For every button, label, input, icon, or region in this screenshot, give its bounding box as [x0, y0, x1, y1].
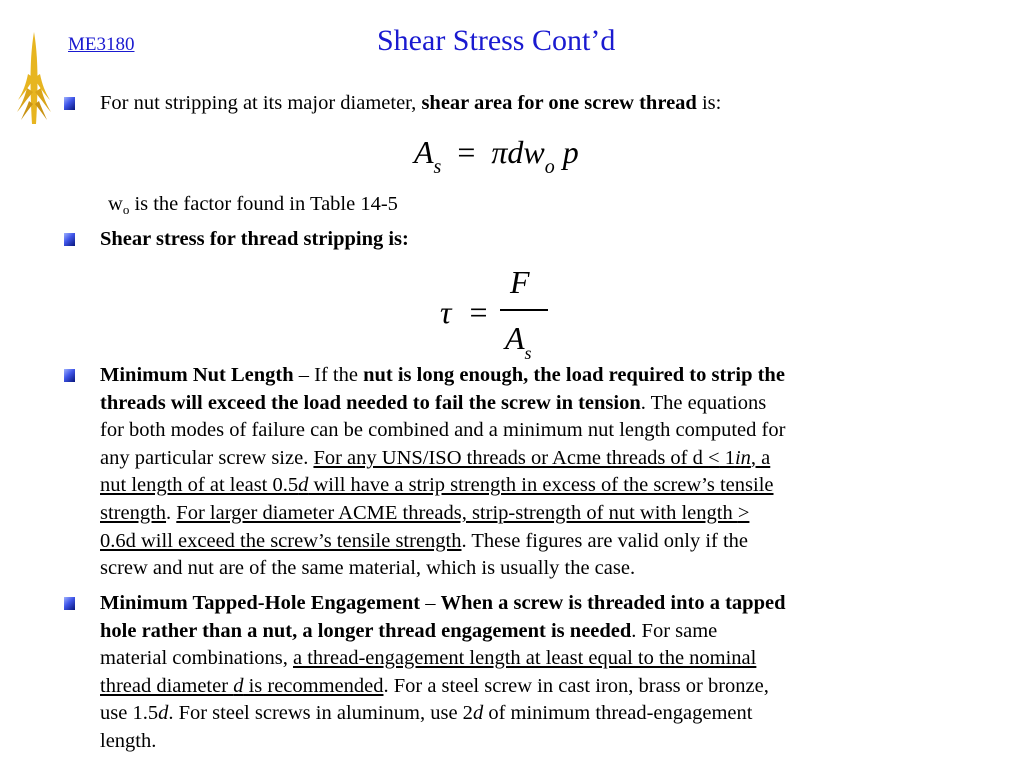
golden-flame-logo-icon: [14, 30, 54, 126]
fraction-numerator: F: [510, 264, 530, 300]
tau-equation-lhs: τ =: [440, 294, 488, 330]
bullet-shear-area: For nut stripping at its major diameter, shear area for one screw thread is:: [100, 92, 722, 114]
slide-title: Shear Stress Cont’d: [377, 24, 616, 57]
bullet-icon: [64, 597, 75, 610]
bullet-icon: [64, 97, 75, 110]
bullet-minimum-nut-length: Minimum Nut Length – If the nut is long enough, the load required to strip the threads will exceed the load needed to fail the screw in tension. The equations for both modes of failure can be combined and a minimum nut length computed for any particular screw size. For any UNS/ISO threads or Acme threads of d < 1in, a nut length of at least 0.5d will have a strip strength in excess of the screw’s tensile strength. For larger diameter ACME threads, strip-strength of nut with length > 0.6d will exceed the screw’s tensile strength. These figures are valid only if the screw and nut are of the same material, which is usually the case.: [100, 364, 786, 580]
wo-factor-note: $w_o$ is the factor found in Table 14-5: [108, 193, 398, 217]
fraction-denominator: $A_s$: [505, 320, 532, 363]
shear-area-equation: $A_s = \pi dw_o$ p: [414, 134, 579, 178]
fraction-bar: [500, 309, 548, 311]
bullet-tapped-hole-engagement: Minimum Tapped-Hole Engagement – When a screw is threaded into a tapped hole rather than a nut, a longer thread engagement is needed. For same material combinations, a thread-engagement length at least equal to the nominal thread diameter d is recommended. For a steel screw in cast iron, brass or bronze, use 1.5d. For steel screws in aluminum, use 2d of minimum thread-engagement length.: [100, 592, 786, 752]
bullet-icon: [64, 233, 75, 246]
course-code[interactable]: ME3180: [68, 34, 135, 55]
bullet-icon: [64, 369, 75, 382]
bullet-shear-stress: Shear stress for thread stripping is:: [100, 228, 409, 250]
